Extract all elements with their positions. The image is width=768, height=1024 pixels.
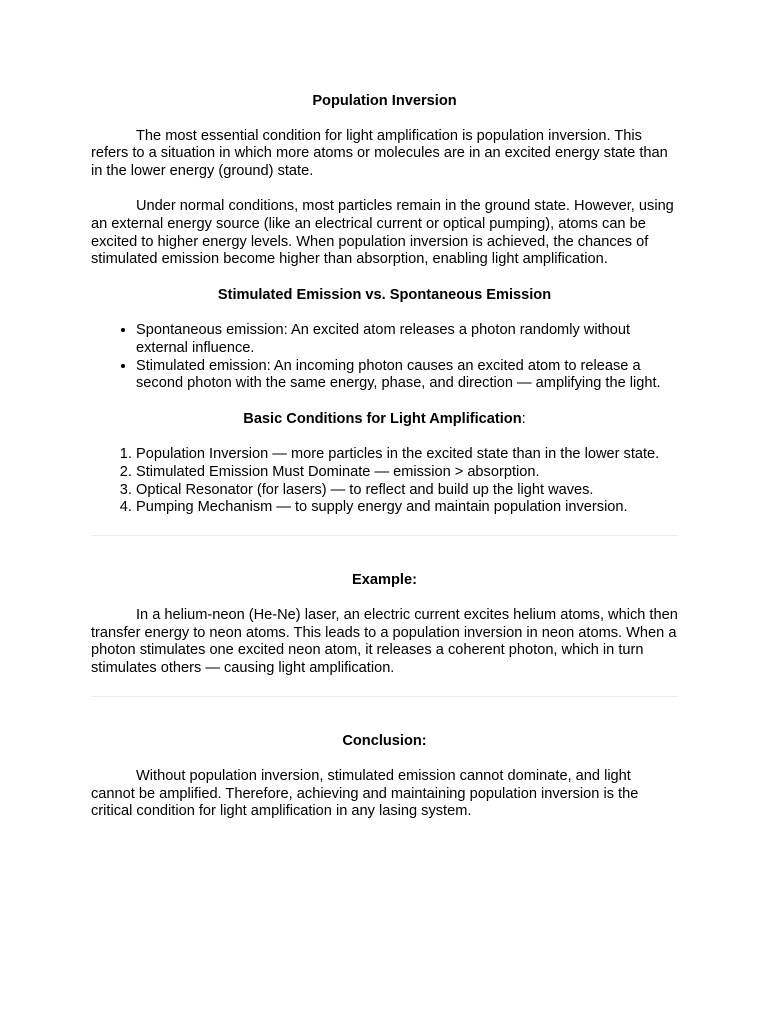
conditions-section-heading [91,411,678,429]
list-item: • Spontaneous emission: An excited atom releases a photon randomly without external influence. [136,322,678,357]
section-divider [91,535,678,536]
conditions-heading-colon: : [521,410,526,427]
list-item: 1. Population Inversion — more particles in the excited state than in the lower state. [136,446,678,464]
example-paragraph: In a helium-neon (He-Ne) laser, an electric current excites helium atoms, which then transfer energy to neon atoms. This leads to a population inversion in neon atoms. When a photon stimulates one excited neon atom, it releases a coherent photon, which in turn stimulates others — causing light amplification. [91,607,678,677]
list-item: 4. Pumping Mechanism — to supply energy and maintain population inversion. [136,499,678,517]
section-divider [91,696,678,697]
conclusion-section-heading: Conclusion: [342,732,427,749]
list-item: 2. Stimulated Emission Must Dominate — emission > absorption. [136,464,678,482]
document-page [91,93,678,821]
list-item: 3. Optical Resonator (for lasers) — to reflect and build up the light waves. [136,482,678,500]
page-title: Population Inversion [312,93,457,109]
emission-bullet-list [91,322,678,392]
conclusion-paragraph: Without population inversion, stimulated emission cannot dominate, and light cannot be amplified. Therefore, achieving and maintaining population inversion is the critical condition for light amplification in any lasing system. [91,768,639,820]
stimulated-section-heading: Stimulated Emission vs. Spontaneous Emission [217,286,552,303]
example-section-heading: Example: [352,571,417,588]
list-item: • Stimulated emission: An incoming photon causes an excited atom to release a second photon with the same energy, phase, and direction — amplifying the light. [136,358,678,393]
intro-paragraph-1: The most essential condition for light amplification is population inversion. This refers to a situation in which more atoms or molecules are in an excited energy state than in the lower energy (ground) state. [91,127,668,179]
conditions-numbered-list [91,446,678,516]
conditions-heading-text: Basic Conditions for Light Amplification [243,410,522,427]
intro-paragraph-2: Under normal conditions, most particles remain in the ground state. However, using an external energy source (like an electrical current or optical pumping), atoms can be excited to higher energy levels. When population inversion is achieved, the chances of stimulated emission become higher than absorption, enabling light amplification. [91,198,674,268]
